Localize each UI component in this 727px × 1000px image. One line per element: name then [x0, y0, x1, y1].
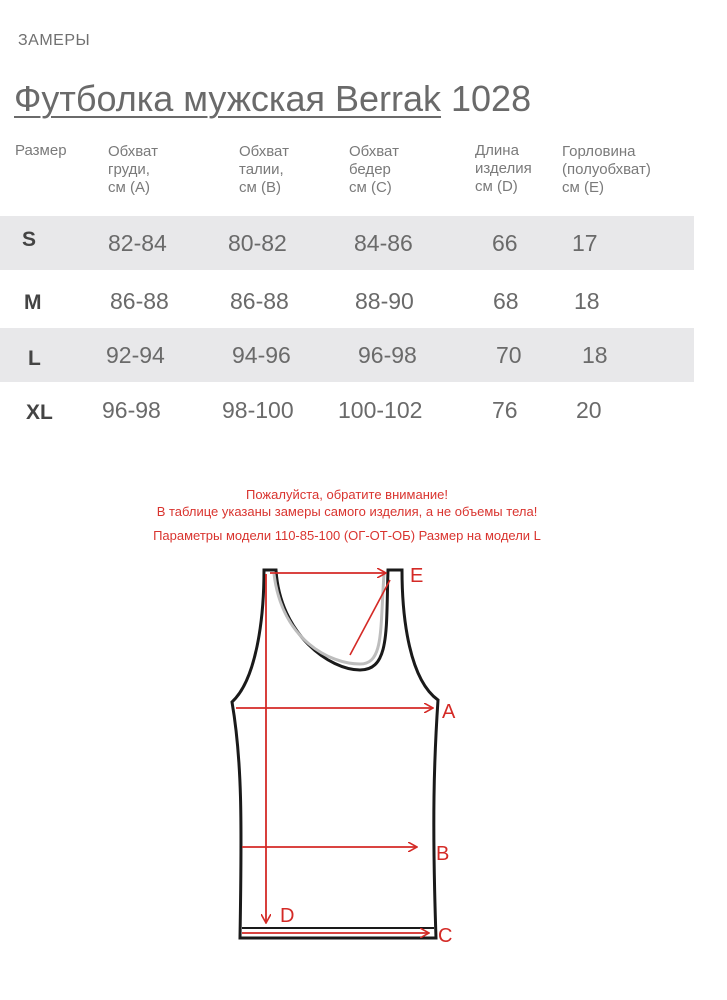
- neck-cell: 20: [576, 397, 602, 423]
- hips-cell: 84-86: [354, 230, 413, 256]
- header-neck: [562, 143, 651, 197]
- length-cell: 68: [493, 288, 519, 314]
- neck-cell: 18: [582, 342, 608, 368]
- waist-cell: 98-100: [222, 397, 294, 423]
- header-length-line: изделия: [475, 160, 532, 177]
- neck-cell: 18: [574, 288, 600, 314]
- notice-line: Пожалуйста, обратите внимание!: [246, 487, 448, 502]
- header-waist-line: Обхват: [239, 143, 289, 160]
- header-waist-line: талии,: [239, 161, 284, 178]
- header-chest: [108, 143, 158, 197]
- product-article: 1028: [441, 78, 532, 119]
- hips-cell: 88-90: [355, 288, 414, 314]
- length-cell: 76: [492, 397, 518, 423]
- header-hips-line: Обхват: [349, 143, 399, 160]
- chest-cell: 86-88: [110, 288, 169, 314]
- header-length-line: см (D): [475, 178, 518, 195]
- length-cell: 70: [496, 342, 522, 368]
- header-hips: [349, 143, 399, 197]
- label-c: C: [438, 925, 453, 947]
- header-hips-line: бедер: [349, 161, 391, 178]
- label-e: E: [410, 565, 424, 587]
- table-row: [0, 383, 694, 437]
- notice-line: Параметры модели 110-85-100 (ОГ-ОТ-ОБ) Размер на модели L: [153, 528, 541, 543]
- chest-cell: 96-98: [102, 397, 161, 423]
- size-cell: M: [24, 291, 42, 314]
- header-waist: [239, 143, 289, 197]
- header-length-line: Длина: [475, 142, 519, 159]
- label-d: D: [280, 905, 295, 927]
- header-neck-line: (полуобхват): [562, 161, 651, 178]
- size-cell: L: [28, 347, 41, 370]
- header-neck-line: см (Е): [562, 179, 604, 196]
- size-cell: XL: [26, 401, 53, 424]
- product-title-link[interactable]: Футболка мужская Berrak: [14, 78, 442, 119]
- header-chest-line: Обхват: [108, 143, 158, 160]
- table-row: [0, 216, 694, 270]
- header-chest-line: см (А): [108, 179, 150, 196]
- hips-cell: 100-102: [338, 397, 423, 423]
- waist-cell: 80-82: [228, 230, 287, 256]
- chest-cell: 92-94: [106, 342, 165, 368]
- table-row: [0, 274, 694, 328]
- waist-cell: 86-88: [230, 288, 289, 314]
- header-size: Размер: [15, 142, 67, 159]
- neck-cell: 17: [572, 230, 598, 256]
- section-label: ЗАМЕРЫ: [18, 32, 91, 49]
- tank-top-diagram: [220, 560, 480, 960]
- product-title: [14, 78, 531, 120]
- header-hips-line: см (С): [349, 179, 392, 196]
- label-b: B: [436, 843, 450, 865]
- label-a: A: [442, 701, 456, 723]
- tank-top-outline: [232, 570, 438, 938]
- table-row: [0, 328, 694, 382]
- notice-line: В таблице указаны замеры самого изделия, а не объемы тела!: [156, 504, 538, 519]
- size-cell: S: [22, 228, 37, 251]
- chest-cell: 82-84: [108, 230, 167, 256]
- header-length: [475, 142, 532, 196]
- header-chest-line: груди,: [108, 161, 150, 178]
- length-cell: 66: [492, 230, 518, 256]
- header-waist-line: см (В): [239, 179, 281, 196]
- header-neck-line: Горловина: [562, 143, 636, 160]
- hips-cell: 96-98: [358, 342, 417, 368]
- waist-cell: 94-96: [232, 342, 291, 368]
